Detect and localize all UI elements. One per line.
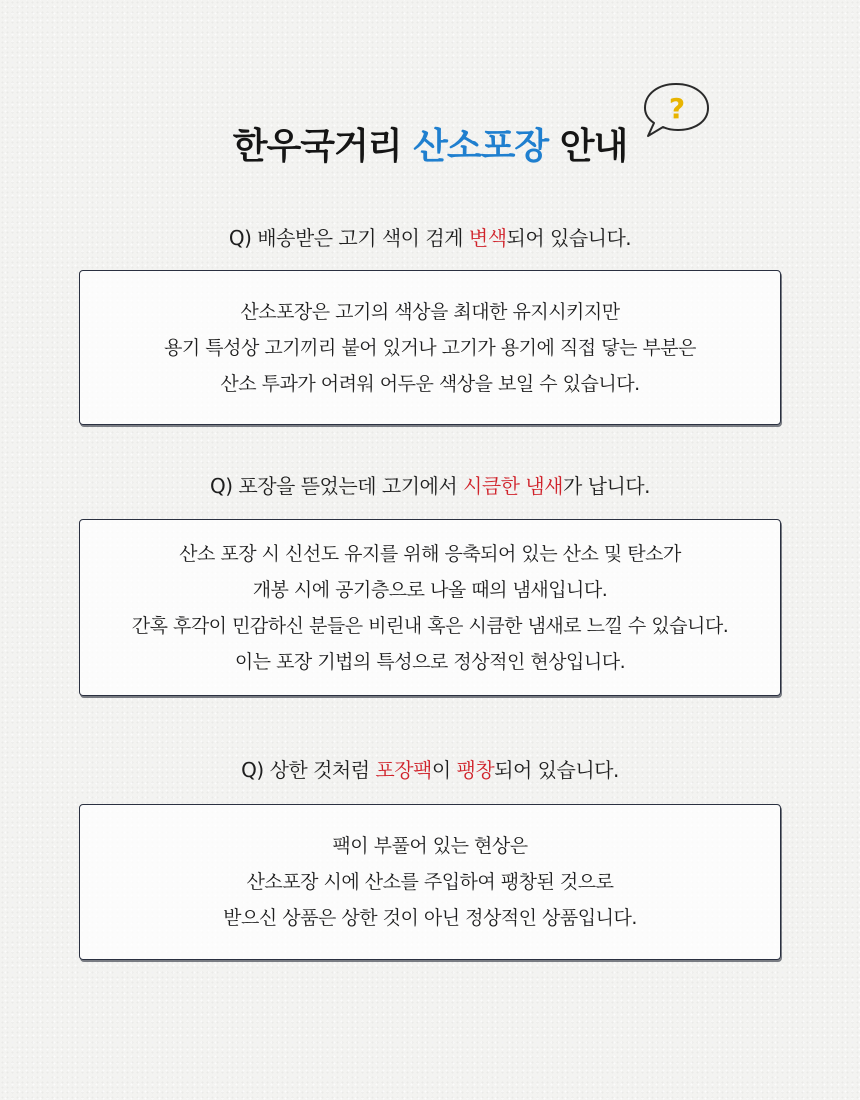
question-1-highlight: 변색 [468,226,507,250]
answer-box-1 [79,270,781,425]
title-part1: 한우국거리 [232,126,414,167]
answer-1-line: 산소 투과가 어려워 어두운 색상을 보일 수 있습니다. [220,372,640,395]
title-part2: 안내 [548,126,628,167]
answer-2-line: 개봉 시에 공기층으로 나올 때의 냄새입니다. [252,578,608,601]
question-1-suffix: 되어 있습니다. [506,226,632,250]
answer-2-line: 간혹 후각이 민감하신 분들은 비린내 혹은 시큼한 냄새로 느낄 수 있습니다. [131,614,729,637]
question-3-middle: 이 [431,758,457,782]
answer-1-line: 용기 특성상 고기끼리 붙어 있거나 고기가 용기에 직접 닿는 부분은 [164,336,696,359]
question-mark-glyph: ? [668,92,686,125]
question-1 [0,222,860,251]
answer-3-line: 팩이 부풀어 있는 현상은 [332,835,528,857]
answer-3-line: 산소포장 시에 산소를 주입하여 팽창된 것으로 [246,871,614,893]
answer-2-line: 산소 포장 시 신선도 유지를 위해 응축되어 있는 산소 및 탄소가 [179,542,681,565]
answer-3-line: 받으신 상품은 상한 것이 아닌 정상적인 상품입니다. [223,907,637,929]
page-title [0,118,860,169]
question-3-highlight: 포장팩 [375,758,432,782]
answer-1-line: 산소포장은 고기의 색상을 최대한 유지시키지만 [240,300,620,323]
question-2-prefix: Q) 포장을 뜯었는데 고기에서 [210,474,464,498]
question-1-prefix: Q) 배송받은 고기 색이 검게 [228,226,469,250]
question-3-prefix: Q) 상한 것처럼 [241,758,376,782]
question-2 [0,470,860,499]
answer-box-3 [79,804,781,960]
answer-2-line: 이는 포장 기법의 특성으로 정상적인 현상입니다. [234,650,626,673]
question-speech-bubble-icon [640,78,712,144]
question-3-highlight-2: 팽창 [456,758,495,782]
question-3 [0,754,860,783]
question-2-highlight: 시큼한 냄새 [463,474,563,498]
question-2-suffix: 가 납니다. [562,474,650,498]
answer-box-2 [79,519,781,696]
title-accent: 산소포장 [413,126,549,167]
question-3-suffix: 되어 있습니다. [494,758,619,782]
